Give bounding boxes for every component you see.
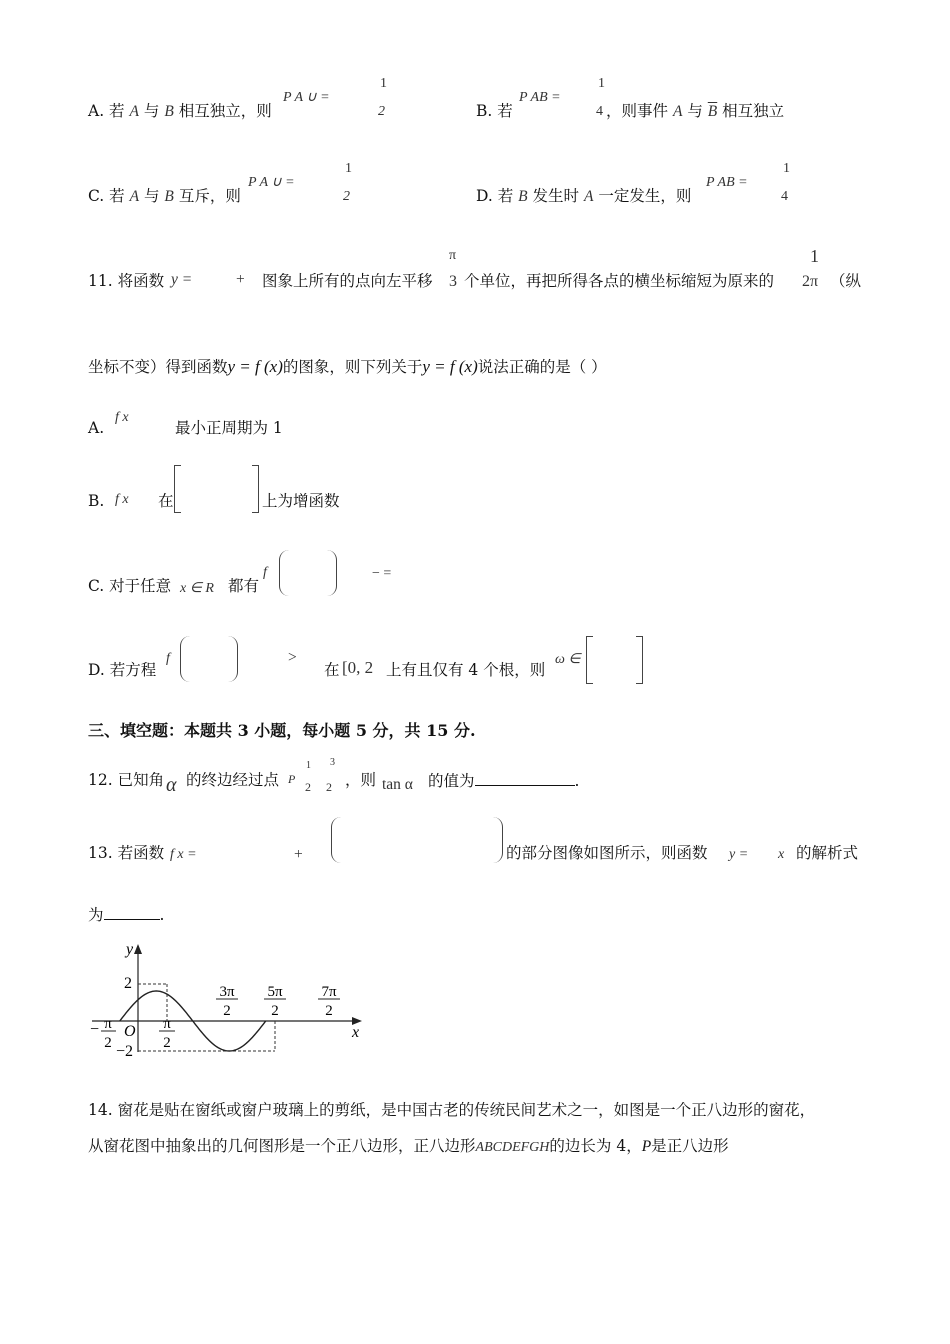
tick-neg-sign: − bbox=[90, 1021, 100, 1038]
q11-option-d-text-b: 上有且仅有 4 个根，则 bbox=[386, 661, 546, 679]
q11-option-c-paren bbox=[279, 550, 337, 596]
q10-a-expr: P A ∪ = bbox=[283, 90, 330, 105]
q11-option-c-tail: − = bbox=[372, 566, 392, 581]
q11-option-c-expr: x ∈ R bbox=[180, 581, 214, 596]
tick-4-num: 7π bbox=[321, 984, 337, 1000]
q10-option-b-tail: ，则事件 A 与 $\overline{B}$ 相互独立 bbox=[606, 102, 785, 120]
tick-1-den: 2 bbox=[163, 1035, 171, 1051]
q10-option-a: A. 若 A 与 B 相互独立，则 bbox=[88, 102, 272, 120]
q13-answer-blank[interactable] bbox=[104, 904, 160, 920]
q11-plus: + bbox=[236, 271, 245, 288]
q11-shift-den: 3 bbox=[449, 273, 457, 290]
q12-den2: 2 bbox=[326, 780, 332, 794]
q11-option-d-text-a: 在 bbox=[324, 661, 340, 679]
y-max-label: 2 bbox=[124, 975, 132, 992]
q10-option-d: D. 若 B 发生时 A 一定发生，则 bbox=[476, 187, 692, 205]
q11-option-d-omega: ω ∈ bbox=[555, 652, 581, 667]
tick-2-num: 3π bbox=[219, 984, 235, 1000]
tick-4-den: 2 bbox=[325, 1003, 333, 1019]
q12-point: P bbox=[288, 772, 296, 786]
q12-answer-blank[interactable] bbox=[475, 770, 575, 786]
q10-d-expr: P AB = bbox=[706, 175, 748, 190]
q10-option-c: C. 若 A 与 B 互斥，则 bbox=[88, 187, 241, 205]
q11-option-d-right-bracket bbox=[636, 636, 643, 684]
q10-c-frac-num: 1 bbox=[345, 161, 352, 176]
q10-d-frac-den: 4 bbox=[781, 189, 788, 204]
q11-line1-end: （纵 bbox=[830, 272, 862, 290]
q12-text-a: 12. 已知角 bbox=[88, 771, 165, 789]
q11-scale-den: 2π bbox=[802, 273, 819, 290]
q10-b-expr: P AB = bbox=[519, 90, 561, 105]
q12-alpha: α bbox=[166, 774, 177, 796]
q10-b-frac-den: 4 bbox=[596, 104, 603, 119]
q11-option-d-left-bracket bbox=[586, 636, 593, 684]
q14-line2: 从窗花图中抽象出的几何图形是一个正八边形，正八边形ABCDEFGH的边长为 4，P是正八边形 bbox=[88, 1137, 729, 1155]
tick-neg-den: 2 bbox=[104, 1035, 112, 1051]
q11-y-expr: y = bbox=[171, 271, 193, 288]
q11-option-c-label: C. 对于任意 bbox=[88, 577, 172, 595]
q11-option-b-label: B. bbox=[88, 492, 105, 510]
q12-num2: 3 bbox=[330, 757, 335, 768]
q13-text-a: 13. 若函数 bbox=[88, 844, 165, 862]
sine-graph bbox=[88, 940, 378, 1060]
q11-scale-num: 1 bbox=[810, 246, 819, 266]
section-title: 三、填空题：本题共 3 小题，每小题 5 分，共 15 分. bbox=[88, 721, 476, 740]
q10-a-frac-den: 2 bbox=[378, 104, 385, 119]
y-min-label: −2 bbox=[116, 1043, 134, 1060]
q11-option-d-paren bbox=[180, 636, 238, 682]
q11-option-d-fexpr: f bbox=[166, 651, 170, 666]
q11-option-a-text: 最小正周期为 1 bbox=[175, 419, 283, 437]
q11-option-d-gt: > bbox=[288, 649, 297, 666]
q11-option-a-label: A. bbox=[88, 419, 105, 437]
q13-x-var: x bbox=[778, 847, 785, 862]
q10-c-frac-den: 2 bbox=[343, 189, 350, 204]
q10-b-frac-num: 1 bbox=[598, 76, 605, 91]
q12-text-b: 的终边经过点 bbox=[186, 771, 280, 789]
q12-num1: 1 bbox=[306, 760, 311, 771]
q11-option-b-expr: f x bbox=[115, 492, 129, 507]
q13-line2: 为 . bbox=[88, 906, 165, 924]
q11-option-b-text-b: 上为增函数 bbox=[262, 492, 340, 510]
q11-line2: 坐标不变）得到函数y = f (x)的图象，则下列关于y = f (x)说法正确的是（ ） bbox=[88, 357, 607, 376]
tick-3-den: 2 bbox=[271, 1003, 279, 1019]
y-axis-arrow bbox=[134, 944, 142, 954]
q12-den1: 2 bbox=[305, 780, 311, 794]
tick-1-num: π bbox=[163, 1016, 171, 1032]
tick-neg-num: π bbox=[104, 1016, 112, 1032]
q10-a-frac-num: 1 bbox=[380, 76, 387, 91]
q12-tan: tan α bbox=[382, 776, 413, 793]
q12-text-d: 的值为 . bbox=[428, 772, 580, 790]
q11-option-b-right-bracket bbox=[252, 465, 259, 513]
q10-c-expr: P A ∪ = bbox=[248, 175, 295, 190]
q11-option-d-interval: [0, 2 bbox=[342, 658, 374, 677]
q10-d-frac-num: 1 bbox=[783, 161, 790, 176]
tick-3-num: 5π bbox=[267, 984, 283, 1000]
q13-y-expr: y = bbox=[729, 847, 749, 862]
q11-line1-mid: 图象上所有的点向左平移 bbox=[262, 272, 433, 290]
origin-label: O bbox=[124, 1023, 136, 1040]
q11-shift-num: π bbox=[449, 248, 457, 263]
x-axis-label: x bbox=[352, 1024, 360, 1041]
q11-option-c-fexpr: f bbox=[263, 565, 267, 580]
q11-line1-cont: 个单位，再把所得各点的横坐标缩短为原来的 bbox=[464, 272, 775, 290]
q14-line1: 14. 窗花是贴在窗纸或窗户玻璃上的剪纸，是中国古老的传统民间艺术之一，如图是一个正八边形的窗花， bbox=[88, 1101, 816, 1119]
q10-option-b: B. 若 bbox=[476, 102, 513, 120]
q13-fx: f x = bbox=[170, 847, 197, 862]
q13-text-c: 的解析式 bbox=[796, 844, 859, 862]
q13-text-b: 的部分图像如图所示，则函数 bbox=[506, 844, 708, 862]
q11-option-b-text-a: 在 bbox=[158, 492, 174, 510]
y-axis-label: y bbox=[126, 941, 134, 958]
q13-paren bbox=[331, 817, 503, 863]
q13-plus: + bbox=[294, 846, 303, 863]
q11-option-a-expr: f x bbox=[115, 410, 129, 425]
q11-option-b-left-bracket bbox=[174, 465, 181, 513]
q12-text-c: ，则 bbox=[345, 771, 377, 789]
tick-2-den: 2 bbox=[223, 1003, 231, 1019]
q11-line1-start: 11. 将函数 bbox=[88, 272, 165, 290]
q11-option-d-label: D. 若方程 bbox=[88, 661, 157, 679]
q11-option-c-text: 都有 bbox=[228, 577, 260, 595]
